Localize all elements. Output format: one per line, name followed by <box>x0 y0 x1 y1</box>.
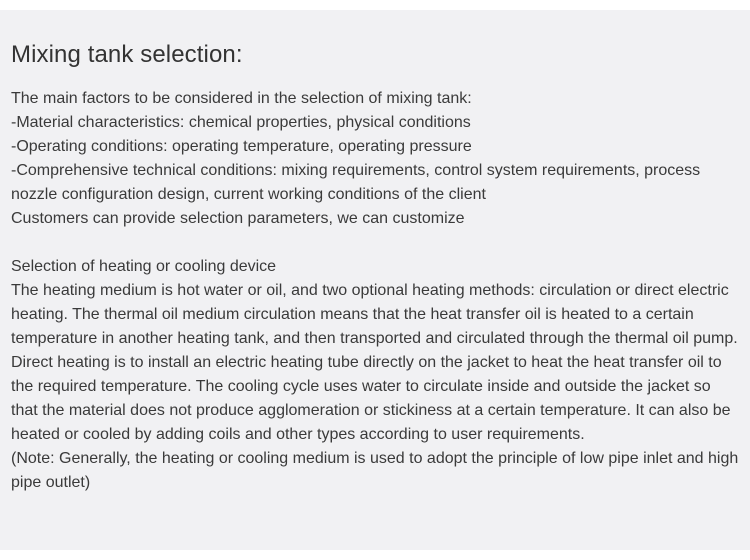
heating-cooling-note: (Note: Generally, the heating or cooling medium is used to adopt the principle of low pipe inlet and high pipe outlet) <box>11 450 739 491</box>
content-panel <box>0 10 750 550</box>
heating-cooling-section <box>11 255 740 495</box>
heating-cooling-body: The heating medium is hot water or oil, and two optional heating methods: circulation or direct electric heating. The thermal oil medium circulation means that the heat transfer oil is heated to a certain temperature in another heating tank, and then transported and circulated through the thermal oil pump. Direct heating is to install an electric heating tube directly on the jacket to heat the heat transfer oil to the required temperature. The cooling cycle uses water to circulate inside and outside the jacket so that the material does not produce agglomeration or stickiness at a certain temperature. It can also be heated or cooled by adding coils and other types according to user requirements. <box>11 282 738 443</box>
selection-factors-section <box>11 87 740 231</box>
factors-intro: The main factors to be considered in the selection of mixing tank: <box>11 90 472 107</box>
page-title: Mixing tank selection: <box>11 41 243 68</box>
customization-note: Customers can provide selection parameters, we can customize <box>11 210 465 227</box>
factor-material: -Material characteristics: chemical properties, physical conditions <box>11 114 471 131</box>
section-divider-space <box>11 231 740 255</box>
factor-operating: -Operating conditions: operating temperature, operating pressure <box>11 138 472 155</box>
factor-technical: -Comprehensive technical conditions: mixing requirements, control system requirements, process nozzle configuration design, current working conditions of the client <box>11 162 701 203</box>
heating-cooling-heading: Selection of heating or cooling device <box>11 258 277 275</box>
